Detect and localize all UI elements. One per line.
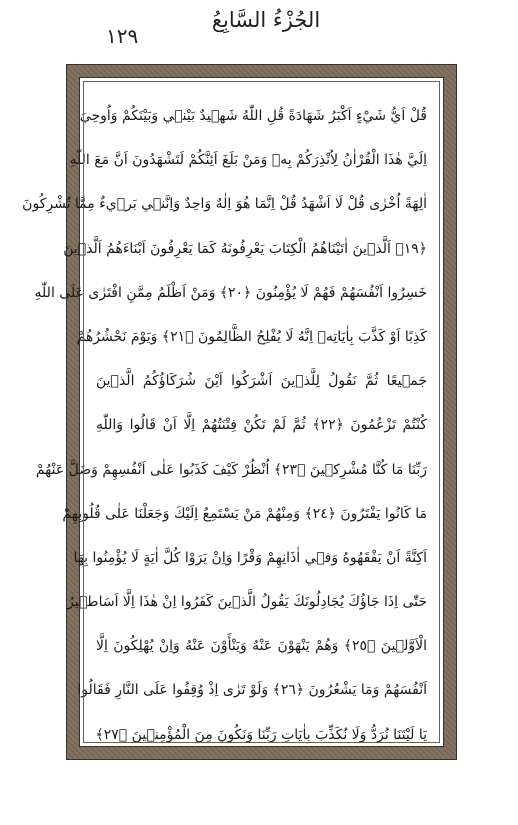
juz-title: الجُزْءُ السَّابِعُ [211,8,321,32]
text-line: اٰلِهَةً اُخْرٰى قُلْ لَا اَشْهَدُ قُلْ اِنَّمَا هُوَ اِلٰهٌ وَاحِدٌ وَاِنَّنٖي بَرٖيءٌ مِمَّا تُشْرِكُونَ [22,196,427,213]
text-line: رَبِّنَا مَا كُنَّا مُشْرِكٖينَ ﴿٢٣﴾ اُنْظُرْ كَيْفَ كَذَبُوا عَلٰى اَنْفُسِهِمْ وَضَلَّ عَنْهُمْ [35,461,427,478]
text-line: اِلَيَّ هٰذَا الْقُرْاٰنُ لِاُنْذِرَكُمْ بِهٖ وَمَنْ بَلَغَ اَئِنَّكُمْ لَتَشْهَدُونَ اَنَّ مَعَ اللّٰهِ [69,152,427,169]
text-line: كُنْتُمْ تَزْعُمُونَ ﴿٢٢﴾ ثُمَّ لَمْ تَكُنْ فِتْنَتُهُمْ اِلَّا اَنْ قَالُوا وَاللّٰهِ [96,417,427,434]
page-number: ١٢٩ [106,24,139,48]
text-line: الْاَوَّلٖينَ ﴿٢٥﴾ وَهُمْ يَنْهَوْنَ عَنْهُ وَيَنْأَوْنَ عَنْهُ وَاِنْ يُهْلِكُونَ اِلَّا [96,638,427,655]
text-line: اَكِنَّةً اَنْ يَفْقَهُوهُ وَفٖي اٰذَانِهِمْ وَقْرًا وَاِنْ يَرَوْا كُلَّ اٰيَةٍ لَا يُؤْمِنُوا بِهَا [73,549,427,566]
text-panel [22,77,444,747]
text-line: خَسِرُوا اَنْفُسَهُمْ فَهُمْ لَا يُؤْمِنُونَ ﴿٢٠﴾ وَمَنْ اَظْلَمُ مِمَّنِ افْتَرٰى عَلَى اللّٰهِ [34,284,427,301]
text-line: حَتّٰى اِذَا جَاؤُكَ يُجَادِلُونَكَ يَقُولُ الَّذٖينَ كَفَرُوا اِنْ هٰذَا اِلَّا اَسَاطٖيرُ [67,594,427,611]
text-line: ﴿١٩﴾ اَلَّذٖينَ اٰتَيْنَاهُمُ الْكِتَابَ يَعْرِفُونَهُ كَمَا يَعْرِفُونَ اَبْنَاءَهُمُ اَلَّذٖينَ [63,240,427,257]
text-line: اَنْفُسَهُمْ وَمَا يَشْعُرُونَ ﴿٢٦﴾ وَلَوْ تَرٰى اِذْ وُقِفُوا عَلَى النَّارِ فَقَالُوا [77,682,427,699]
text-line: مَا كَانُوا يَفْتَرُونَ ﴿٢٤﴾ وَمِنْهُمْ مَنْ يَسْتَمِعُ اِلَيْكَ وَجَعَلْنَا عَلٰى قُلُوبِهِمْ [62,505,427,522]
text-line: كَذِبًا اَوْ كَذَّبَ بِاٰيَاتِهٖ اِنَّهُ لَا يُفْلِحُ الظَّالِمُونَ ﴿٢١﴾ وَيَوْمَ نَحْشُرُهُمْ [76,328,427,345]
page-header [0,0,518,62]
text-line: جَمٖيعًا ثُمَّ نَقُولُ لِلَّذٖينَ اَشْرَكُوا اَيْنَ شُرَكَاؤُكُمُ الَّذٖينَ [96,373,427,390]
page-border-frame [22,64,457,760]
text-line: قُلْ اَيُّ شَيْءٍ اَكْبَرُ شَهَادَةً قُلِ اللّٰهُ شَهٖيدٌ بَيْنٖي وَبَيْنَكُمْ وَاُوحِيَ [79,108,427,124]
quran-text-block [22,94,427,757]
text-line: يَا لَيْتَنَا نُرَدُّ وَلَا نُكَذِّبَ بِاٰيَاتِ رَبِّنَا وَنَكُونَ مِنَ الْمُؤْمِنٖينَ ﴿٢٧﴾ [95,726,427,743]
